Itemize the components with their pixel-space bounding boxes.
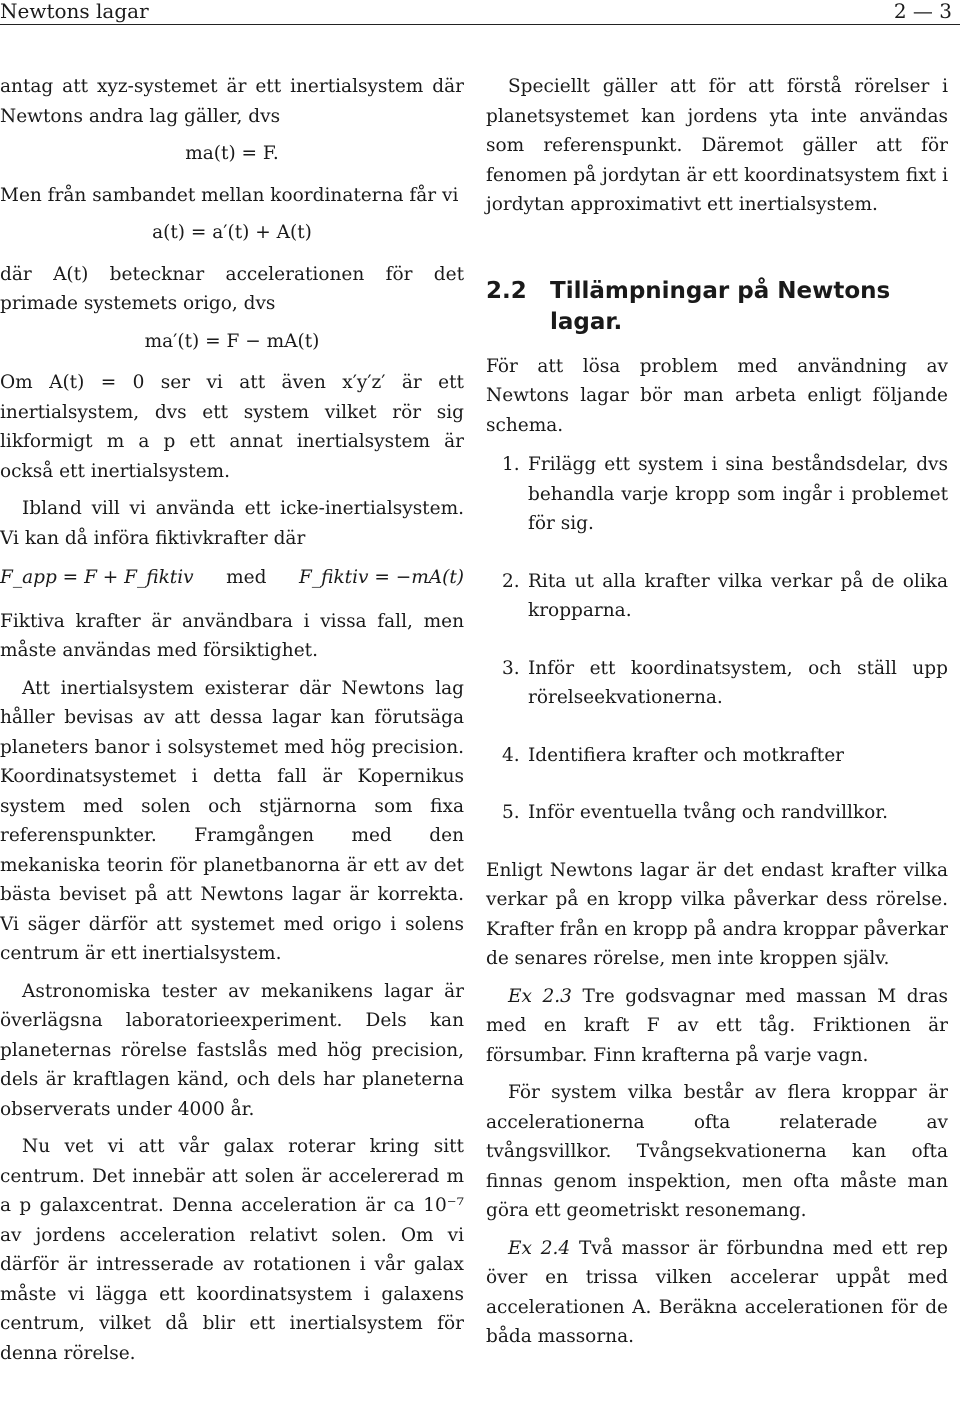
list-item-text: Frilägg ett system i sina beståndsdelar, dvs behandla varje kropp som ingår i problemet för sig. <box>528 454 948 534</box>
paragraph: Speciellt gäller att för att förstå rörelser i planetsystemet kan jordens yta inte användas som referenspunkt. Däremot gäller att för fenomen på jordytan är ett koordinatsystem fixt i jordytan approximativt ett inertialsystem. <box>486 76 948 215</box>
paragraph: antag att xyz-systemet är ett inertialsystem där Newtons andra lag gäller, dvs <box>0 76 464 127</box>
paragraph: För att lösa problem med användning av Newtons lagar bör man arbeta enligt följande schema. <box>486 355 948 436</box>
header-title: Newtons lagar <box>0 0 149 23</box>
running-header <box>0 0 960 25</box>
paragraph: Enligt Newtons lagar är det endast krafter vilka verkar på en kropp vilka påverkar dess rörelse. Krafter från en kropp på andra kroppar påverkar de senares rörelse, men inte kroppen själv. <box>486 859 948 969</box>
paragraph: Men från sambandet mellan koordinaterna får vi <box>0 184 459 206</box>
paragraph: där A(t) betecknar accelerationen för det primade systemets origo, dvs <box>0 263 464 314</box>
example-2-4 <box>486 1234 948 1352</box>
example-2-3 <box>486 982 948 1071</box>
equation-acceleration-relation: a(t) = a′(t) + A(t) <box>152 222 312 243</box>
equation-connector: med <box>226 567 267 588</box>
section-number: 2.2 <box>486 277 527 304</box>
equation-ffiktiv: F_fiktiv = −mA(t) <box>299 567 464 588</box>
equation-fictitious-force <box>0 563 464 593</box>
section-title: Tillämpningar på Newtons lagar. <box>550 277 891 335</box>
paragraph: Ibland vill vi använda ett icke-inertialsystem. Vi kan då införa fiktivkrafter där <box>0 498 464 549</box>
list-item-text: Inför ett koordinatsystem, och ställ upp rörelseekvationerna. <box>528 657 948 708</box>
list-item-text: Rita ut alla krafter vilka verkar på de olika kropparna. <box>528 570 948 621</box>
list-item <box>486 654 948 713</box>
section-heading <box>486 276 948 338</box>
equation-fapp: F_app = F + F_fiktiv <box>0 567 194 588</box>
list-item-number: 5. <box>502 802 520 823</box>
list-item-number: 3. <box>502 657 520 679</box>
left-column <box>0 72 464 1376</box>
list-item-number: 4. <box>502 744 520 766</box>
right-column <box>486 72 948 1360</box>
list-item-text: Inför eventuella tvång och randvillkor. <box>528 802 888 823</box>
paragraph: Nu vet vi att vår galax roterar kring sitt centrum. Det innebär att solen är accelererad m a p galaxcentrat. Denna acceleration är ca 10⁻⁷ av jordens acceleration relativt solen. Om vi därför är intresserade av rotationen i vår galax måste vi lägga ett koordinatsystem i galaxens centrum, vilket då blir ett inertialsystem för denna rörelse. <box>0 1136 464 1364</box>
list-item-text: Identifiera krafter och motkrafter <box>528 744 845 766</box>
page-number: 2 — 3 <box>893 0 952 23</box>
equation-newton-second-law: ma(t) = F. <box>185 143 279 164</box>
list-item-number: 1. <box>502 454 520 475</box>
paragraph: Att inertialsystem existerar där Newtons lag håller bevisas av att dessa lagar kan förutsäga planeters banor i solsystemet med hög precision. Koordinatsystemet i detta fall är Kopernikus system med solen och stjärnorna som fixa referenspunkter. Framgången med den mekaniska teorin för planetbanorna är ett av det bästa beviset på att Newtons lagar är korrekta. Vi säger därför att systemet med origo i solens centrum är ett inertialsystem. <box>0 677 464 964</box>
example-text: Två massor är förbundna med ett rep över en trissa vilken accelerar uppåt med accelerationen A. Beräkna accelerationen för de båda massorna. <box>486 1237 948 1347</box>
list-item <box>486 567 948 626</box>
list-item <box>486 798 948 828</box>
list-item <box>486 741 948 771</box>
equation-primed-system: ma′(t) = F − mA(t) <box>144 330 320 352</box>
paragraph: För system vilka består av flera kroppar är accelerationerna ofta relaterade av tvångsvillkor. Tvångsekvationerna kan ofta finnas genom inspektion, men ofta måste man göra ett geometriskt resonemang. <box>486 1082 948 1221</box>
paragraph: Om A(t) = 0 ser vi att även x′y′z′ är ett inertialsystem, dvs ett system vilket rör sig likformigt m a p ett annat inertialsystem är också ett inertialsystem. <box>0 372 464 482</box>
paragraph: Astronomiska tester av mekanikens lagar är överlägsna laboratorieexperiment. Dels kan planeternas rörelse fastslås med hög precision, dels är kraftlagen känd, och dels har planeterna observerats under 4000 år. <box>0 980 464 1120</box>
procedure-list <box>486 450 948 828</box>
example-label: Ex 2.4 <box>508 1237 571 1259</box>
list-item-number: 2. <box>502 570 520 592</box>
paragraph: Fiktiva krafter är användbara i vissa fall, men måste användas med försiktighet. <box>0 610 464 661</box>
list-item <box>486 450 948 539</box>
example-text: Tre godsvagnar med massan M dras med en kraft F av ett tåg. Friktionen är försumbar. Finn krafterna på varje vagn. <box>486 985 949 1066</box>
example-label: Ex 2.3 <box>508 985 572 1007</box>
